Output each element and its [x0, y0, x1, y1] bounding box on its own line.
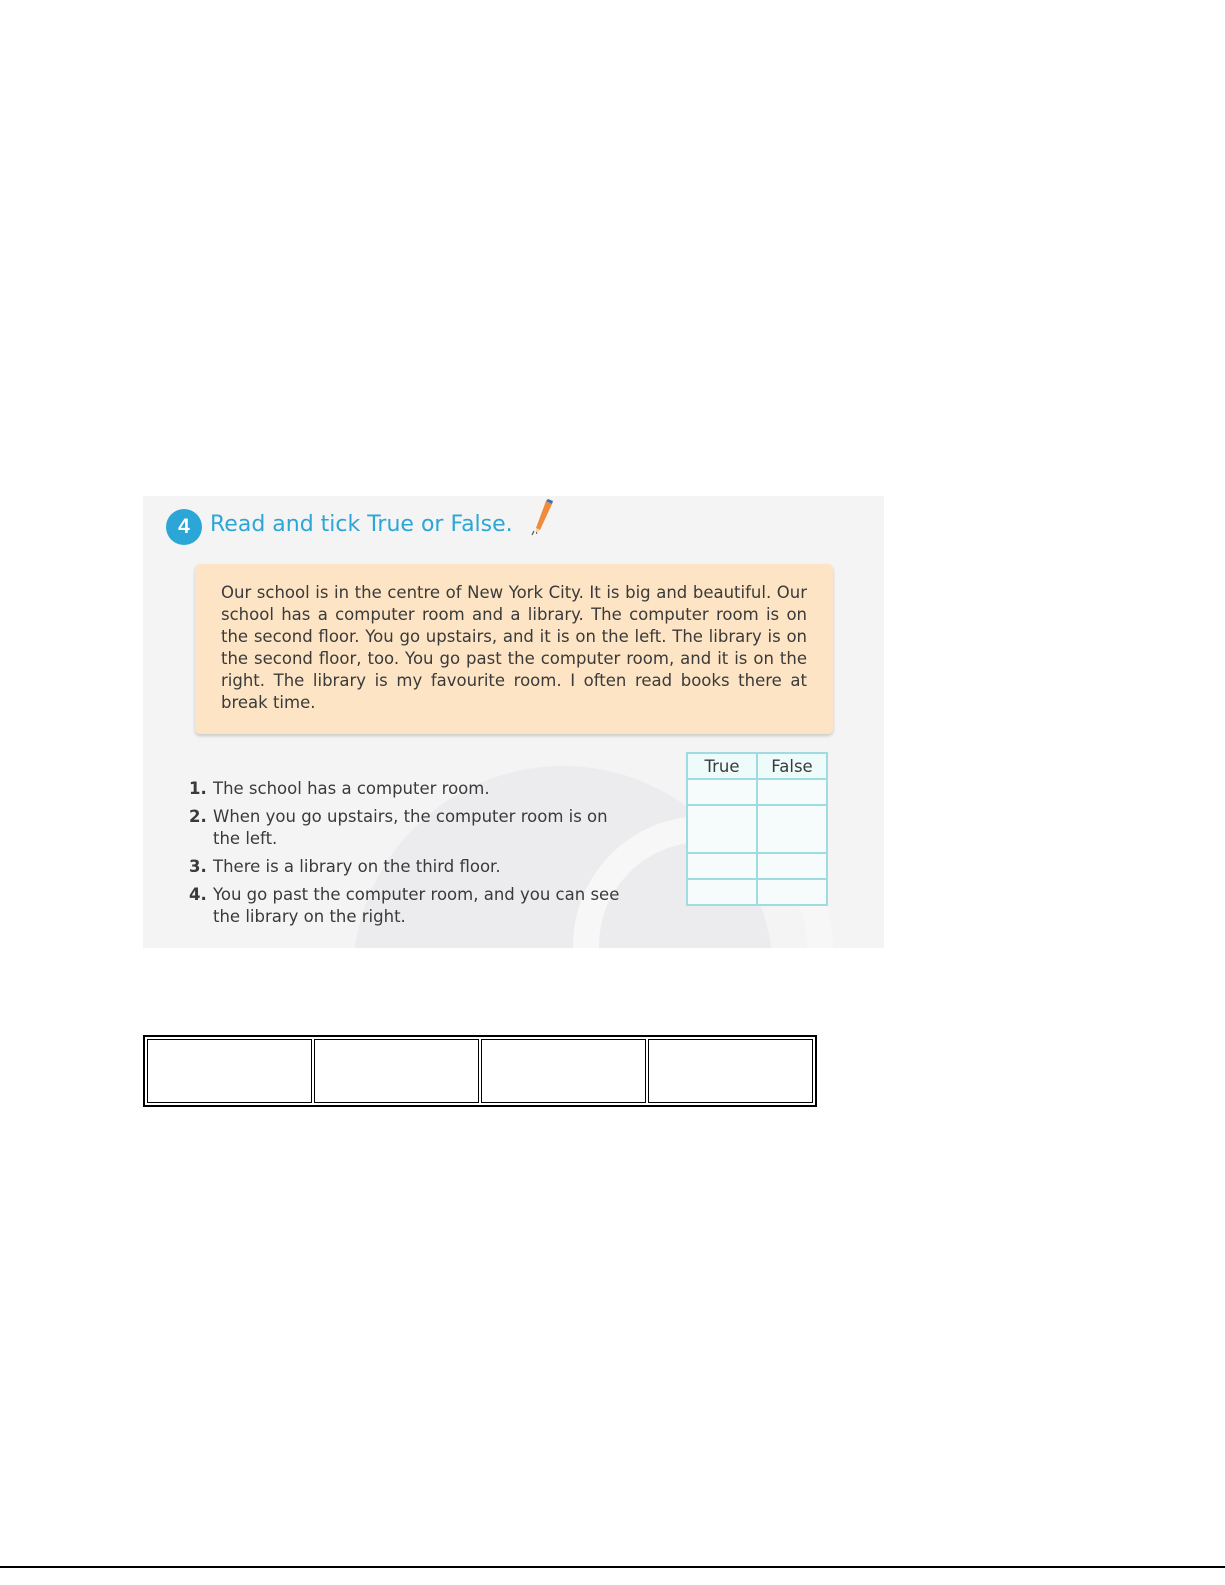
- question-text: When you go upstairs, the computer room is on the left.: [213, 807, 608, 848]
- table-row: [687, 779, 827, 805]
- list-item: [189, 856, 629, 878]
- question-text: You go past the computer room, and you can see the library on the right.: [213, 885, 620, 926]
- false-column-header: False: [757, 753, 827, 779]
- false-tick-cell[interactable]: [757, 805, 827, 853]
- table-header-row: [687, 753, 827, 779]
- question-text: There is a library on the third floor.: [213, 857, 501, 876]
- answer-table: [143, 1035, 817, 1107]
- question-list: [189, 778, 629, 934]
- table-row: [147, 1039, 813, 1103]
- page-bottom-rule: [0, 1566, 1225, 1568]
- table-row: [687, 805, 827, 853]
- pencil-icon: [530, 499, 556, 537]
- false-tick-cell[interactable]: [757, 879, 827, 905]
- answer-cell[interactable]: [648, 1039, 813, 1103]
- true-tick-cell[interactable]: [687, 853, 757, 879]
- true-column-header: True: [687, 753, 757, 779]
- false-tick-cell[interactable]: [757, 853, 827, 879]
- table-row: [687, 879, 827, 905]
- answer-cell[interactable]: [147, 1039, 312, 1103]
- answer-cell[interactable]: [314, 1039, 479, 1103]
- list-item: [189, 884, 629, 928]
- exercise-card: [143, 496, 884, 948]
- question-text: The school has a computer room.: [213, 779, 490, 798]
- true-tick-cell[interactable]: [687, 879, 757, 905]
- false-tick-cell[interactable]: [757, 779, 827, 805]
- true-tick-cell[interactable]: [687, 779, 757, 805]
- question-number: 4.: [189, 885, 207, 904]
- question-number: 1.: [189, 779, 207, 798]
- true-tick-cell[interactable]: [687, 805, 757, 853]
- answer-cell[interactable]: [481, 1039, 646, 1103]
- true-false-table: [686, 752, 828, 906]
- exercise-number-badge: 4: [166, 509, 202, 545]
- question-number: 3.: [189, 857, 207, 876]
- reading-passage: [195, 564, 833, 734]
- list-item: [189, 806, 629, 850]
- question-number: 2.: [189, 807, 207, 826]
- list-item: [189, 778, 629, 800]
- passage-text: Our school is in the centre of New York City. It is big and beautiful. Our school has a computer room and a library. The computer room is on the second floor. You go upstairs, and it is on the left. The library is on the second floor, too. You go past the computer room, and it is on the right. The library is my favourite room. I often read books there at break time.: [221, 583, 807, 712]
- table-row: [687, 853, 827, 879]
- exercise-title: Read and tick True or False.: [210, 512, 513, 537]
